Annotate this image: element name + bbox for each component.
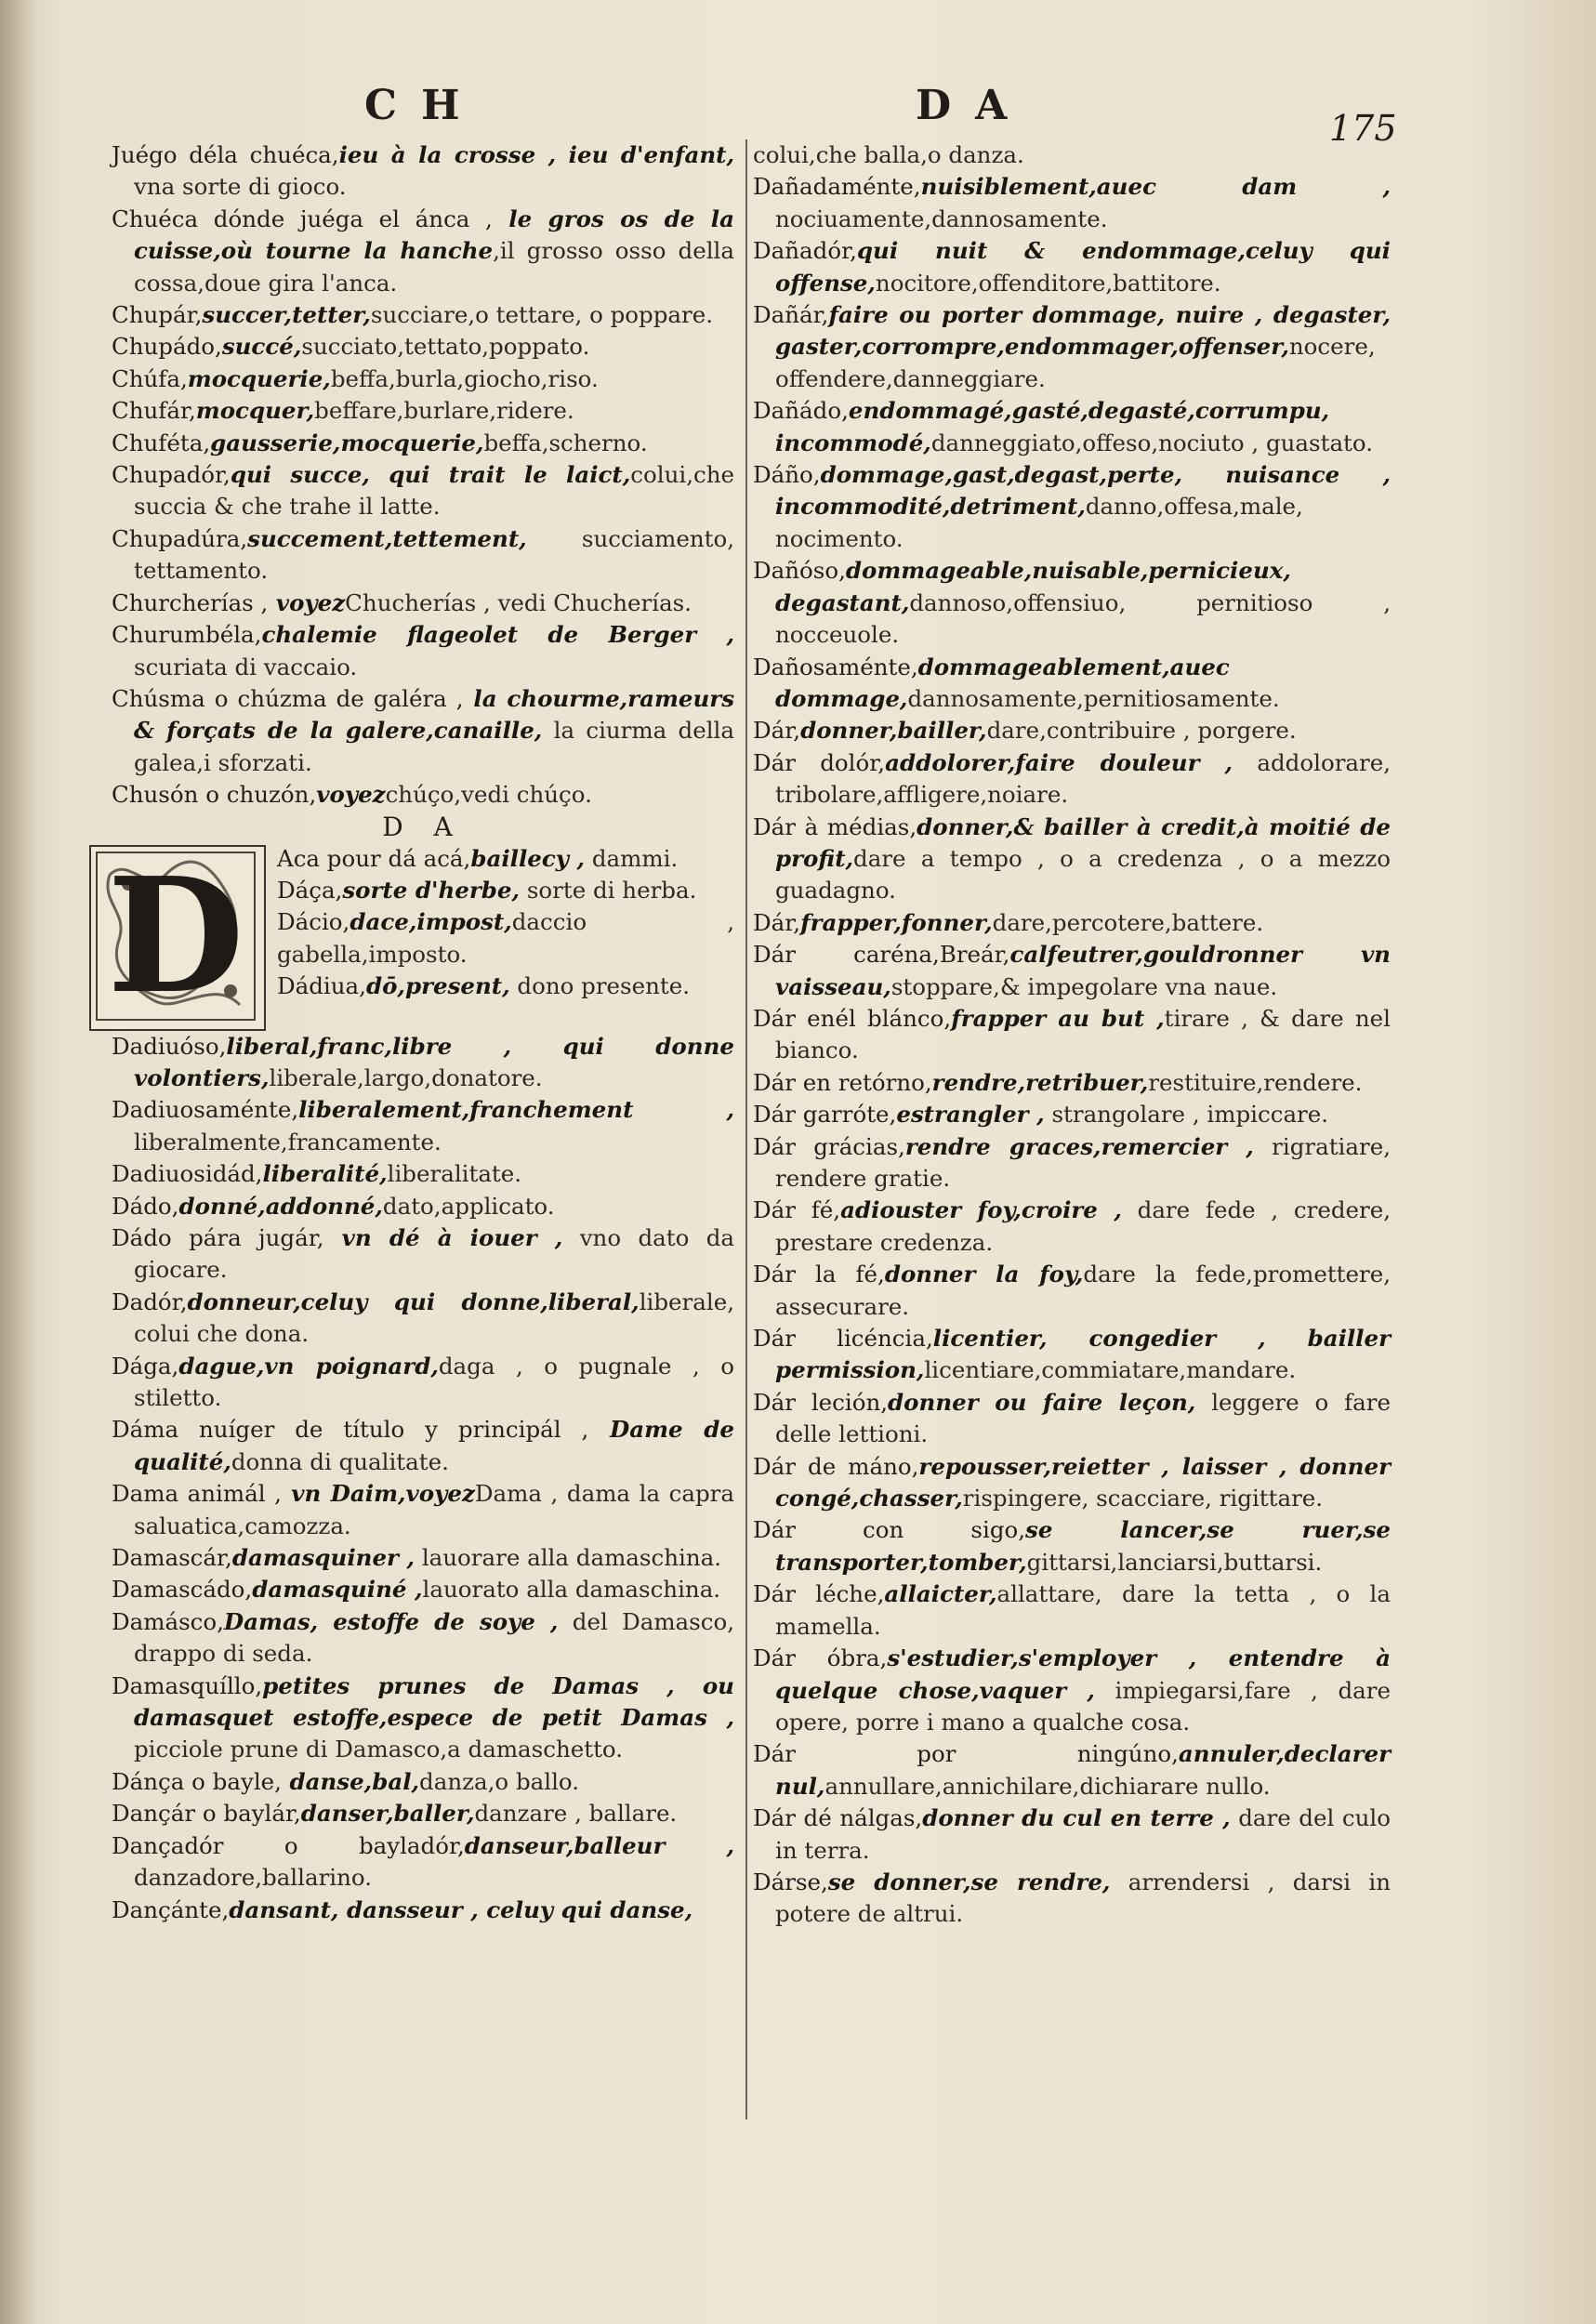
entry-headword: Dañár, xyxy=(753,301,829,329)
entry-headword: Dadiuosidád, xyxy=(112,1160,263,1188)
dictionary-entry xyxy=(112,523,734,588)
entry-italian: danza,o ballo. xyxy=(419,1767,580,1795)
entry-headword: Dañádo, xyxy=(753,397,849,425)
dictionary-entry xyxy=(753,652,1391,716)
entry-italian: danneggiato,offeso,nociuto , guastato. xyxy=(930,429,1374,456)
dictionary-entry xyxy=(112,1798,734,1829)
dictionary-entry xyxy=(112,395,734,427)
entry-headword: Dár dé nálgas, xyxy=(753,1804,923,1832)
entry-italian: chúço,vedi chúço. xyxy=(385,781,592,809)
entry-italian: liberalmente,francamente. xyxy=(134,1128,442,1155)
dictionary-entry xyxy=(753,1195,1391,1259)
running-head-left: CH xyxy=(364,82,484,129)
entry-headword: Dáño, xyxy=(753,461,821,489)
entry-italian: dare,contribuire , porgere. xyxy=(986,717,1297,745)
entry-french: liberal,franc,libre , qui donne volontiers, xyxy=(134,1032,734,1091)
dictionary-entry xyxy=(753,395,1391,459)
da-initial-block xyxy=(107,842,734,1031)
entry-french: voyez xyxy=(268,588,346,616)
entry-french: dansant, dansseur , celuy qui danse, xyxy=(229,1895,693,1923)
entry-headword: Dama animál , xyxy=(112,1480,282,1508)
dictionary-entry xyxy=(112,363,734,395)
ornamental-initial xyxy=(89,842,266,1031)
entry-french: succé, xyxy=(221,333,302,361)
dictionary-entry xyxy=(112,459,734,523)
entry-headword: Dár grácias, xyxy=(753,1132,905,1160)
entry-headword: Dádo pára jugár, xyxy=(112,1223,324,1251)
entry-headword: Chuféta, xyxy=(112,429,211,456)
entry-french: dommageable,nuisable,pernicieux, degastant, xyxy=(775,557,1291,616)
dictionary-entry xyxy=(112,619,734,683)
entry-italian: tirare , & dare nel bianco. xyxy=(775,1004,1391,1064)
entry-french: danseur,balleur , xyxy=(464,1831,734,1859)
entry-italian: lauorato alla damaschina. xyxy=(422,1576,721,1604)
entry-headword: Dár por ningúno, xyxy=(753,1740,1179,1768)
dictionary-entry xyxy=(753,747,1391,812)
entry-french: voyez xyxy=(316,781,386,809)
entry-french: baillecy , xyxy=(470,844,586,872)
entry-italian: arrendersi , darsi in potere de altrui. xyxy=(775,1868,1391,1928)
dictionary-entry xyxy=(112,1574,734,1605)
entry-french: se lancer,se ruer,se transporter,tomber, xyxy=(775,1516,1391,1576)
entry-french: vn dé à iouer , xyxy=(323,1223,563,1251)
entry-french: petites prunes de Damas , ou damasquet estoffe,espece de petit Damas , xyxy=(134,1671,734,1732)
entry-headword: Dánça o bayle, xyxy=(112,1767,282,1795)
entry-french: mocquer, xyxy=(195,397,315,425)
entry-italian: liberalitate. xyxy=(387,1160,522,1188)
entry-french: mocquerie, xyxy=(187,364,331,392)
dictionary-entry xyxy=(112,683,734,779)
page-number: 175 xyxy=(1329,108,1397,149)
dictionary-entry xyxy=(753,939,1391,1003)
entry-headword: Aca pour dá acá, xyxy=(277,844,471,872)
entry-french: nuisiblement,auec dam , xyxy=(920,173,1391,201)
entry-headword: Dañadór, xyxy=(753,237,857,265)
entry-italian: licentiare,commiatare,mandare. xyxy=(924,1356,1297,1384)
entry-french: se donner,se rendre, xyxy=(827,1868,1111,1895)
dictionary-entry xyxy=(112,1094,734,1158)
entry-french: rendre,retribuer, xyxy=(931,1068,1149,1096)
entry-headword: Dançánte, xyxy=(112,1895,230,1923)
entry-headword: Dañadaménte, xyxy=(753,173,921,201)
entry-italian: allattare, dare la tetta , o la mamella. xyxy=(775,1580,1391,1640)
entry-italian: colui,che balla,o danza. xyxy=(753,141,1024,168)
entry-italian: dare fede , credere, prestare credenza. xyxy=(775,1196,1392,1256)
entry-headword: Damásco, xyxy=(112,1607,224,1635)
entry-italian: dato,applicato. xyxy=(382,1192,555,1220)
entry-french: faire ou porter dommage, nuire , degaster, gaster,corrompre,endommager,offenser, xyxy=(775,301,1391,361)
dictionary-entry xyxy=(112,1031,734,1095)
dictionary-entry xyxy=(112,588,734,619)
entry-headword: Damascár, xyxy=(112,1544,232,1572)
dictionary-entry xyxy=(112,1351,734,1415)
dictionary-entry xyxy=(753,907,1391,939)
entry-headword: Chuéca dónde juéga el ánca , xyxy=(112,205,493,232)
entry-italian: Dama , dama la capra saluatica,camozza. xyxy=(134,1480,734,1539)
entry-italian: beffa,scherno. xyxy=(483,429,648,456)
entry-italian: nocitore,offenditore,battitore. xyxy=(875,269,1221,297)
dictionary-entry xyxy=(753,1802,1391,1867)
entry-french: succer,tetter, xyxy=(202,301,371,329)
entry-french: donner,bailler, xyxy=(800,717,987,745)
entry-italian: daccio , gabella,imposto. xyxy=(277,908,734,968)
entry-headword: Churumbéla, xyxy=(112,621,262,649)
entry-headword: Chusón o chuzón, xyxy=(112,781,317,809)
entry-italian: beffa,burla,giocho,riso. xyxy=(330,364,599,392)
dictionary-entry xyxy=(753,555,1391,651)
entry-headword: Dadiuosaménte, xyxy=(112,1096,299,1124)
entry-french: damasquiné , xyxy=(252,1576,423,1604)
entry-italian: annullare,annichilare,dichiarare nullo. xyxy=(824,1772,1271,1800)
entry-italian: Chucherías , vedi Chucherías. xyxy=(345,588,692,616)
entry-italian: del Damasco, drappo di seda. xyxy=(134,1607,734,1668)
dictionary-entry xyxy=(753,1067,1391,1099)
entry-french: vn Daim,voyez xyxy=(281,1480,475,1508)
dictionary-entry xyxy=(112,1478,734,1542)
entry-french: s'estudier,s'employer , entendre à quelque chose,vaquer , xyxy=(775,1644,1391,1704)
dictionary-entry xyxy=(753,139,1391,171)
entry-french: qui nuit & endommage,celuy qui offense, xyxy=(775,237,1391,297)
dictionary-entry xyxy=(112,779,734,811)
dictionary-entry xyxy=(753,812,1391,907)
entry-italian: vno dato da giocare. xyxy=(134,1223,735,1284)
entry-french: danser,baller, xyxy=(300,1800,475,1828)
entry-headword: Dár, xyxy=(753,717,801,745)
entry-headword: Chúsma o chúzma de galéra , xyxy=(112,684,464,712)
entry-italian: la ciurma della galea,i sforzati. xyxy=(134,717,734,776)
dictionary-entry xyxy=(112,1830,734,1895)
entry-french: dague,vn poignard, xyxy=(178,1352,439,1380)
entry-italian: addolorare, tribolare,affligere,noiare. xyxy=(775,748,1392,809)
entry-french: gausserie,mocquerie, xyxy=(210,429,484,456)
dictionary-entry xyxy=(753,1514,1391,1578)
dictionary-entry xyxy=(753,1643,1391,1738)
entry-italian: daga , o pugnale , o stiletto. xyxy=(134,1352,734,1411)
entry-french: rendre graces,remercier , xyxy=(904,1132,1254,1160)
entry-french: Damas, estoffe de soye , xyxy=(223,1607,559,1635)
entry-headword: Dár, xyxy=(753,908,801,936)
entry-italian: rigratiare, rendere gratie. xyxy=(775,1132,1391,1192)
entry-headword: Chufár, xyxy=(112,397,196,425)
entry-italian: colui,che succia & che trahe il latte. xyxy=(134,461,734,521)
entry-headword: Juégo déla chuéca, xyxy=(112,141,339,168)
entry-italian: lauorare alla damaschina. xyxy=(415,1544,721,1572)
entry-italian: stoppare,& impegolare vna naue. xyxy=(890,972,1278,1000)
entry-french: donner,& bailler à credit,à moitié de profit, xyxy=(775,812,1391,872)
entry-headword: Dadór, xyxy=(112,1287,188,1315)
entry-italian: dono presente. xyxy=(509,972,691,1000)
dictionary-entry xyxy=(753,299,1391,395)
entry-french: allaicter, xyxy=(884,1580,997,1608)
dictionary-entry xyxy=(112,1670,734,1766)
entry-italian: dare a tempo , o a credenza , o a mezzo guadagno. xyxy=(775,844,1391,905)
entry-french: licentier, congedier , bailler permission, xyxy=(775,1325,1391,1384)
entry-italian: beffare,burlare,ridere. xyxy=(314,397,574,425)
entry-italian: succiare,o tettare, o poppare. xyxy=(370,301,714,329)
entry-headword: Dádiua, xyxy=(277,972,366,1000)
entry-french: frapper au but , xyxy=(951,1004,1165,1032)
entry-italian: impiegarsi,fare , dare opere, porre i mano a qualche cosa. xyxy=(775,1676,1391,1736)
entry-italian: scuriata di vaccaio. xyxy=(134,653,358,680)
entry-french: donné,addonné, xyxy=(178,1192,383,1220)
entry-italian: succiato,tettato,poppato. xyxy=(301,333,590,361)
entry-french: damasquiner , xyxy=(231,1544,415,1572)
entry-headword: Dácio, xyxy=(277,908,350,936)
dictionary-entry xyxy=(112,1158,734,1190)
entry-headword: Dançadór o bayladór, xyxy=(112,1831,465,1859)
entry-italian: ,il grosso osso della cossa,doue gira l'anca. xyxy=(134,237,734,297)
entry-french: donneur,celuy qui donne,liberal, xyxy=(187,1287,640,1315)
entry-headword: Dár à médias, xyxy=(753,812,917,840)
running-head-right: DA xyxy=(916,82,1032,129)
da-entries-left xyxy=(112,1031,734,1926)
entry-headword: Dár dolór, xyxy=(753,748,886,776)
dictionary-entry xyxy=(112,1895,734,1926)
entry-headword: Dár en retórno, xyxy=(753,1068,932,1096)
dictionary-entry xyxy=(753,1259,1391,1323)
entry-headword: Dár licéncia, xyxy=(753,1325,933,1353)
dictionary-entry xyxy=(112,1542,734,1574)
entry-french: succement,tettement, xyxy=(247,524,527,552)
dictionary-entry xyxy=(112,1287,734,1351)
entry-french: estrangler , xyxy=(896,1101,1045,1129)
entry-headword: Dár enél blánco, xyxy=(753,1004,952,1032)
entry-french: frapper,fonner, xyxy=(800,908,993,936)
entry-italian: donna di qualitate. xyxy=(231,1447,449,1475)
entry-italian: gittarsi,lanciarsi,buttarsi. xyxy=(1026,1548,1323,1576)
dictionary-entry xyxy=(112,1606,734,1670)
entry-french: donner la foy, xyxy=(884,1261,1084,1288)
entry-headword: Dár fé, xyxy=(753,1196,841,1224)
entry-french: danse,bal, xyxy=(281,1767,420,1795)
entry-italian: restituire,rendere. xyxy=(1148,1068,1363,1096)
entry-italian: succiamento, tettamento. xyxy=(134,524,734,585)
entry-french: la chourme,rameurs & forçats de la galere,canaille, xyxy=(134,684,734,745)
entry-headword: Dañóso, xyxy=(753,557,846,585)
entry-headword: Chupadór, xyxy=(112,461,231,489)
dictionary-entry xyxy=(753,1451,1391,1515)
entry-headword: Dár óbra, xyxy=(753,1644,888,1672)
dictionary-entry xyxy=(753,1323,1391,1387)
entry-headword: Churcherías , xyxy=(112,588,269,616)
entry-headword: Dáma nuíger de título y principál , xyxy=(112,1416,589,1444)
entry-headword: Dañosaménte, xyxy=(753,653,918,680)
dictionary-entry xyxy=(753,715,1391,746)
entry-italian: danzadore,ballarino. xyxy=(134,1864,373,1892)
entry-headword: Chupár, xyxy=(112,301,203,329)
entry-italian: rispingere, scacciare, rigittare. xyxy=(962,1485,1324,1512)
entry-headword: Dár con sigo, xyxy=(753,1516,1026,1544)
entry-french: repousser,reietter , laisser , donner congé,chasser, xyxy=(775,1452,1391,1512)
entry-italian: danno,offesa,male, nocimento. xyxy=(775,493,1303,552)
entry-headword: Dár leción, xyxy=(753,1388,889,1416)
entry-headword: Damascádo, xyxy=(112,1576,253,1604)
entry-italian: dannoso,offensiuo, pernitioso , nocceuole. xyxy=(775,588,1391,649)
entry-italian: dare del culo in terra. xyxy=(775,1804,1391,1864)
da-entries-right xyxy=(753,139,1391,1931)
entry-italian: sorte di herba. xyxy=(520,876,697,904)
entry-italian: strangolare , impiccare. xyxy=(1044,1101,1329,1129)
dictionary-entry xyxy=(112,1414,734,1478)
entry-french: donner du cul en terre , xyxy=(922,1804,1231,1832)
entry-french: liberalité, xyxy=(262,1160,388,1188)
entry-italian: dare,percotere,battere. xyxy=(992,908,1264,936)
dictionary-entry xyxy=(112,428,734,459)
section-da-title: D A xyxy=(382,811,464,842)
dictionary-entry xyxy=(112,204,734,299)
left-column xyxy=(107,139,735,1926)
entry-italian: nocere, offendere,danneggiare. xyxy=(775,333,1376,392)
entry-french: calfeutrer,gouldronner vn vaisseau, xyxy=(775,941,1391,1000)
entry-italian: dannosamente,pernitiosamente. xyxy=(907,684,1280,712)
dictionary-entry xyxy=(753,1099,1391,1130)
dictionary-entry xyxy=(753,171,1391,235)
binding-shadow xyxy=(0,0,35,2324)
entry-headword: Dáça, xyxy=(277,876,343,904)
dictionary-entry xyxy=(112,1766,734,1798)
entry-headword: Chúfa, xyxy=(112,364,188,392)
entry-french: sorte d'herbe, xyxy=(342,876,521,904)
entry-french: le gros os de la cuisse,où tourne la hanche xyxy=(134,205,734,265)
entry-headword: Dádo, xyxy=(112,1192,179,1220)
dictionary-entry xyxy=(753,1131,1391,1195)
entry-headword: Dançár o baylár, xyxy=(112,1800,301,1828)
entry-french: dace,impost, xyxy=(350,908,512,936)
entry-headword: Dár la fé, xyxy=(753,1261,885,1288)
entry-french: dō,present, xyxy=(365,972,510,1000)
entry-french: qui succe, qui trait le laict, xyxy=(230,461,631,489)
entry-french: endommagé,gasté,degasté,corrumpu, incommodé, xyxy=(775,397,1330,456)
dictionary-entry xyxy=(112,331,734,363)
entry-italian: picciole prune di Damasco,a damaschetto. xyxy=(134,1736,624,1763)
entry-italian: danzare , ballare. xyxy=(474,1800,678,1828)
ch-entries xyxy=(112,139,734,812)
entry-headword: Dárse, xyxy=(753,1868,828,1895)
dictionary-entry xyxy=(753,1738,1391,1802)
entry-french: donner ou faire leçon, xyxy=(888,1388,1196,1416)
entry-italian: dammi. xyxy=(585,844,679,872)
entry-italian: liberale, colui che dona. xyxy=(134,1287,734,1348)
entry-italian: nociuamente,dannosamente. xyxy=(775,205,1108,232)
entry-french: adiouster foy,croire , xyxy=(840,1196,1122,1224)
entry-french: dommageablement,auec dommage, xyxy=(775,653,1230,712)
entry-french: annuler,declarer nul, xyxy=(775,1740,1391,1800)
dictionary-entry xyxy=(753,1578,1391,1643)
dictionary-entry xyxy=(753,1003,1391,1067)
entry-headword: Damasquíllo, xyxy=(112,1671,263,1699)
entry-headword: Chupadúra, xyxy=(112,524,248,552)
dictionary-entry xyxy=(112,299,734,331)
entry-headword: Dadiuóso, xyxy=(112,1032,227,1060)
entry-headword: Dár caréna,Breár, xyxy=(753,941,1010,969)
entry-headword: Dár léche, xyxy=(753,1580,885,1608)
entry-headword: Dár garróte, xyxy=(753,1101,897,1129)
entry-french: chalemie flageolet de Berger , xyxy=(261,621,734,649)
right-column xyxy=(753,139,1391,1931)
dictionary-entry xyxy=(753,1867,1391,1931)
entry-headword: Dága, xyxy=(112,1352,179,1380)
entry-headword: Dár de máno, xyxy=(753,1452,919,1480)
dictionary-entry xyxy=(112,1222,734,1287)
column-divider xyxy=(745,139,747,2119)
entry-french: Dame de qualité, xyxy=(134,1416,734,1475)
entry-french: ieu à la crosse , ieu d'enfant, xyxy=(338,141,734,168)
entry-italian: dare la fede,promettere, assecurare. xyxy=(775,1261,1392,1320)
dictionary-entry xyxy=(112,139,734,204)
entry-italian: liberale,largo,donatore. xyxy=(269,1063,543,1091)
entry-french: dommage,gast,degast,perte, nuisance , incommodité,detriment, xyxy=(775,461,1391,521)
dictionary-entry xyxy=(112,1191,734,1222)
entry-headword: Chupádo, xyxy=(112,333,222,361)
entry-italian: vna sorte di gioco. xyxy=(134,173,347,201)
entry-french: liberalement,franchement , xyxy=(298,1096,734,1124)
dictionary-entry xyxy=(753,235,1391,299)
entry-italian: leggere o fare delle lettioni. xyxy=(775,1388,1391,1448)
dictionary-entry xyxy=(753,1387,1391,1451)
initial-letter: D xyxy=(107,842,244,1029)
entry-french: addolorer,faire douleur , xyxy=(885,748,1233,776)
dictionary-entry xyxy=(753,459,1391,555)
